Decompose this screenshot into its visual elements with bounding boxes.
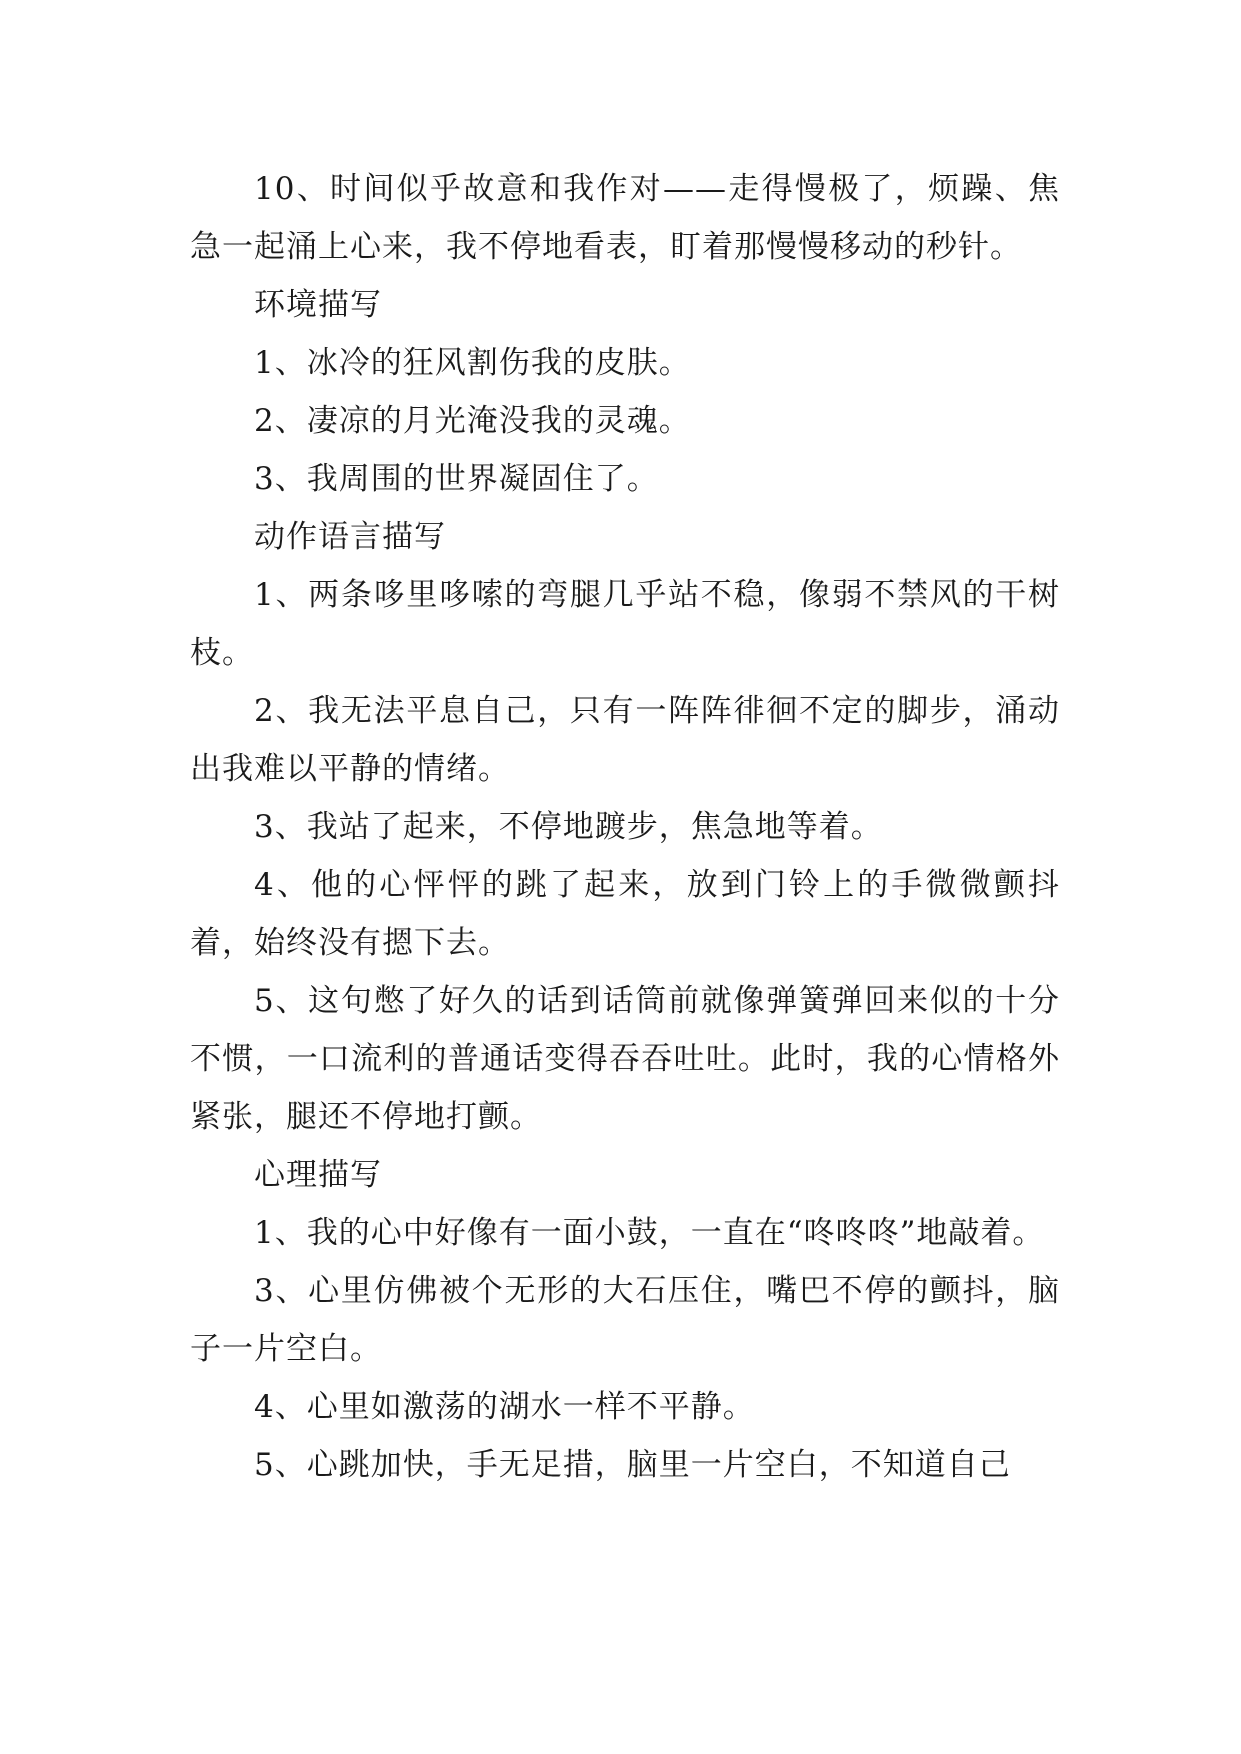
paragraph-action-4: 4、他的心怦怦的跳了起来，放到门铃上的手微微颤抖着，始终没有摁下去。 <box>190 867 1060 961</box>
document-page <box>190 160 1060 1494</box>
paragraph-time-10: 10、时间似乎故意和我作对——走得慢极了，烦躁、焦急一起涌上心来，我不停地看表，盯着那慢慢移动的秒针。 <box>190 171 1060 265</box>
section-heading-psychology: 心理描写 <box>254 1157 382 1193</box>
paragraph-env-2: 2、凄凉的月光淹没我的灵魂。 <box>254 403 691 439</box>
paragraph-psych-4: 4、心里如激荡的湖水一样不平静。 <box>254 1389 755 1425</box>
section-heading-action-language: 动作语言描写 <box>254 519 446 555</box>
paragraph-env-1: 1、冰冷的狂风割伤我的皮肤。 <box>254 345 691 381</box>
paragraph-action-2: 2、我无法平息自己，只有一阵阵徘徊不定的脚步，涌动出我难以平静的情绪。 <box>190 693 1060 787</box>
paragraph-psych-1: 1、我的心中好像有一面小鼓，一直在“咚咚咚”地敲着。 <box>254 1215 1045 1251</box>
paragraph-action-3: 3、我站了起来，不停地踱步，焦急地等着。 <box>254 809 883 845</box>
section-heading-environment: 环境描写 <box>254 287 382 323</box>
paragraph-psych-5: 5、心跳加快，手无足措，脑里一片空白，不知道自己 <box>254 1447 1011 1483</box>
paragraph-action-1: 1、两条哆里哆嗦的弯腿几乎站不稳，像弱不禁风的干树枝。 <box>190 577 1060 671</box>
paragraph-env-3: 3、我周围的世界凝固住了。 <box>254 461 659 497</box>
paragraph-psych-3: 3、心里仿佛被个无形的大石压住，嘴巴不停的颤抖，脑子一片空白。 <box>190 1273 1060 1367</box>
paragraph-action-5: 5、这句憋了好久的话到话筒前就像弹簧弹回来似的十分不惯，一口流利的普通话变得吞吞吐吐。此时，我的心情格外紧张，腿还不停地打颤。 <box>190 983 1060 1135</box>
